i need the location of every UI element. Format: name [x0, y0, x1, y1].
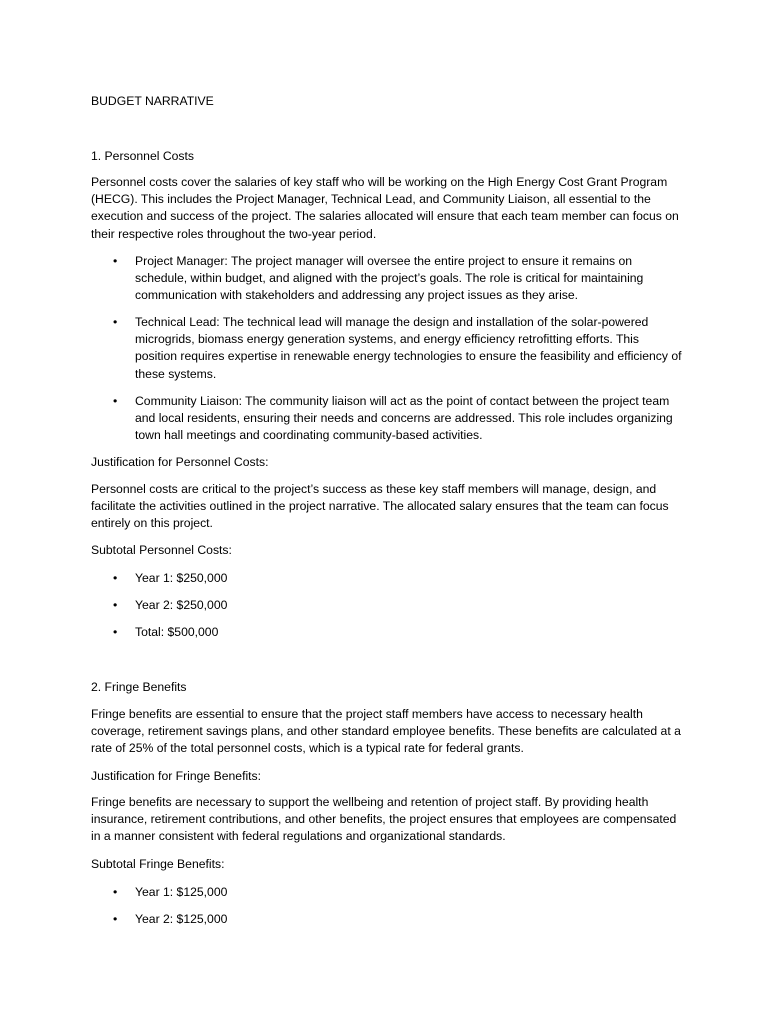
personnel-subtotal-item — [113, 570, 683, 587]
fringe-justification: Fringe benefits are necessary to support the wellbeing and retention of project staff. By providing health insurance, retirement contributions, and other benefits, the project ensures that employees are compensated in a manner consistent with federal regulations and organizational standards. — [91, 795, 677, 844]
role-community-liaison — [113, 393, 683, 445]
personnel-subtotal-item — [113, 597, 683, 614]
subtotal-text: Year 2: $250,000 — [135, 598, 228, 612]
subtotal-text: Total: $500,000 — [135, 625, 219, 639]
personnel-intro: Personnel costs cover the salaries of key staff who will be working on the High Energy Cost Grant Program (HECG). This includes the Project Manager, Technical Lead, and Community Liaison, all essential to the execution and success of the project. The salaries allocated will ensure that each team member can focus on their respective roles throughout the two-year period. — [91, 175, 679, 241]
bullet-icon: • — [113, 625, 118, 639]
fringe-subtotal-item — [113, 884, 683, 901]
bullet-icon: • — [113, 254, 118, 268]
fringe-heading: 2. Fringe Benefits — [91, 680, 187, 694]
personnel-heading: 1. Personnel Costs — [91, 149, 194, 163]
subtotal-text: Year 1: $250,000 — [135, 571, 228, 585]
role-text: Project Manager: The project manager will oversee the entire project to ensure it remains on schedule, within budget, and aligned with the project’s goals. The role is critical for maintaining communication with stakeholders and addressing any project issues as they arise. — [135, 254, 644, 303]
bullet-icon: • — [113, 571, 118, 585]
role-text: Technical Lead: The technical lead will manage the design and installation of the solar-powered microgrids, biomass energy generation systems, and energy efficiency retrofitting efforts. This position requires expertise in renewable energy technologies to ensure the feasibility and efficiency of these systems. — [135, 315, 682, 381]
bullet-icon: • — [113, 598, 118, 612]
bullet-icon: • — [113, 885, 118, 899]
personnel-subtotal-item — [113, 624, 683, 641]
personnel-justification-heading: Justification for Personnel Costs: — [91, 455, 269, 469]
subtotal-text: Year 2: $125,000 — [135, 912, 228, 926]
personnel-justification: Personnel costs are critical to the project’s success as these key staff members will manage, design, and facilitate the activities outlined in the project narrative. The allocated salary ensures that the team can focus entirely on this project. — [91, 482, 669, 531]
subtotal-text: Year 1: $125,000 — [135, 885, 228, 899]
fringe-subtotal-item — [113, 911, 683, 928]
fringe-justification-heading: Justification for Fringe Benefits: — [91, 769, 262, 783]
role-project-manager — [113, 253, 683, 305]
role-text: Community Liaison: The community liaison will act as the point of contact between the project team and local residents, ensuring their needs and concerns are addressed. This role includes organizing town hall meetings and coordinating community-based activities. — [135, 394, 673, 443]
bullet-icon: • — [113, 394, 118, 408]
fringe-subtotal-heading: Subtotal Fringe Benefits: — [91, 857, 225, 871]
bullet-icon: • — [113, 912, 118, 926]
personnel-subtotal-heading: Subtotal Personnel Costs: — [91, 543, 232, 557]
document-title: BUDGET NARRATIVE — [91, 94, 214, 108]
bullet-icon: • — [113, 315, 118, 329]
role-technical-lead — [113, 314, 683, 383]
fringe-intro: Fringe benefits are essential to ensure that the project staff members have access to necessary health coverage, retirement savings plans, and other standard employee benefits. These benefits are calculated at a rate of 25% of the total personnel costs, which is a typical rate for federal grants. — [91, 707, 681, 756]
